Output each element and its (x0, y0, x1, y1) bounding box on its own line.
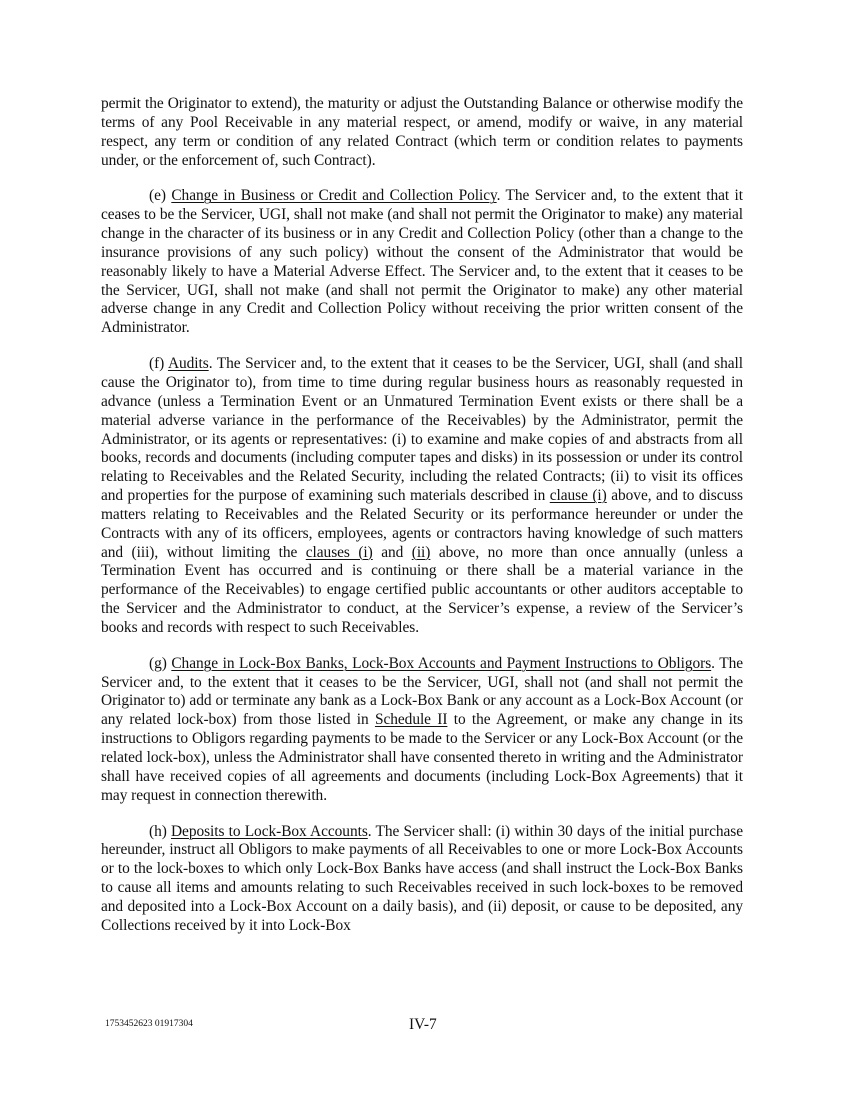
paragraph-f (101, 355, 743, 638)
paragraph-g-text-2: to the Agreement, or make any change in its instructions to Obligors regarding payments to be made to the Servicer or any Lock-Box Account (or the related lock-box), unless the Administrator shall have consented thereto in writing and the Administrator shall have received copies of all agreements and documents (including Lock-Box Agreements) that it may request in connection therewith. (101, 711, 743, 804)
footer-document-id: 17534526​23 01917304 (105, 1019, 193, 1029)
paragraph-e-label: (e) (149, 187, 172, 205)
paragraph-g-text-1: . The Servicer and, to the extent that it ceases to be the Servicer, UGI, shall not (and shall not permit the Originator to) add or terminate any bank as a Lock-Box Bank or any account as a Lock-Box Account (or any related lock-box) from those listed in (101, 654, 744, 729)
paragraph-f-text-2: above, and to discuss matters relating to Receivables and the Related Security or its performance hereunder or under the Contracts with any of its officers, employees, agents or contractors having knowledge of such matters and (iii), without limiting the (101, 487, 743, 561)
document-body (101, 95, 743, 953)
paragraph-h (101, 823, 743, 936)
paragraph-f-text-1: . The Servicer and, to the extent that it ceases to be the Servicer, UGI, shall (and shall cause the Originator to), from time to time during regular business hours as reasonably requested in advance (unless a Termination Event or an Unmatured Termination Event exists or there shall be a material adverse variance in the performance of the Receivables) by the Administrator, permit the Administrator, or its agents or representatives: (i) to examine and make copies of and abstracts from all books, records and documents (including computer tapes and disks) in its possession or under its control relating to Receivables and the Related Security, including the related Contracts; (ii) to visit its offices and properties for the purpose of examining such materials described in (101, 355, 743, 505)
paragraph-f-label: (f) (149, 355, 168, 373)
paragraph-f-text-4: above, no more than once annually (unless a Termination Event has occurred and is continuing or there shall be a material variance in the performance of the Receivables) to engage certified public accountants or other auditors acceptable to the Servicer and the Administrator to conduct, at the Servicer’s expense, a review of the Servicer’s books and records with respect to such Receivables. (101, 543, 743, 636)
paragraph-f-ref-clause-i: clause (i) (549, 487, 607, 505)
paragraph-f-text-3: and (372, 543, 412, 561)
paragraph-g-label: (g) (149, 654, 172, 672)
footer-page-number: IV-7 (409, 1016, 437, 1033)
paragraph-continuation-text: permit the Originator to extend), the maturity or adjust the Outstanding Balance or otherwise modify the terms of any Pool Receivable in any material respect, or amend, modify or waive, in any material respect, any term or condition of any related Contract (which term or condition relates to payments under, or the enforcement of, such Contract). (101, 95, 743, 169)
paragraph-g-ref-schedule-ii: Schedule II (374, 711, 448, 729)
paragraph-h-heading: Deposits to Lock-Box Accounts (170, 822, 368, 840)
paragraph-f-heading: Audits (167, 355, 209, 373)
paragraph-continuation (101, 95, 743, 170)
paragraph-f-ref-clauses-i: clauses (i) (305, 543, 373, 561)
paragraph-e-text: . The Servicer and, to the extent that it ceases to be the Servicer, UGI, shall not make (and shall not permit the Originator to make) any material change in the character of its business or in any Credit and Collection Policy (other than a change to the insurance provisions of any such policy) without the consent of the Administrator that would be reasonably likely to have a Material Adverse Effect. The Servicer and, to the extent that it ceases to be the Servicer, UGI, shall not make (and shall not permit the Originator to make) any other material adverse change in any Credit and Collection Policy without receiving the prior written consent of the Administrator. (101, 187, 743, 337)
paragraph-f-ref-ii: (ii) (411, 543, 431, 561)
paragraph-h-label: (h) (149, 822, 171, 840)
paragraph-g-heading: Change in Lock-Box Banks, Lock-Box Accounts and Payment Instructions to Obligors (171, 654, 712, 672)
paragraph-e-heading: Change in Business or Credit and Collection Policy (171, 187, 497, 205)
paragraph-h-text: . The Servicer shall: (i) within 30 days of the initial purchase hereunder, instruct all Obligors to make payments of all Receivables to one or more Lock-Box Accounts or to the lock-boxes to which only Lock-Box Banks have access (and shall instruct the Lock-Box Banks to cause all items and amounts relating to such Receivables received in such lock-boxes to be removed and deposited into a Lock-Box Account on a daily basis), and (ii) deposit, or cause to be deposited, any Collections received by it into Lock-Box (101, 822, 743, 934)
paragraph-g (101, 655, 743, 806)
paragraph-e (101, 187, 743, 338)
